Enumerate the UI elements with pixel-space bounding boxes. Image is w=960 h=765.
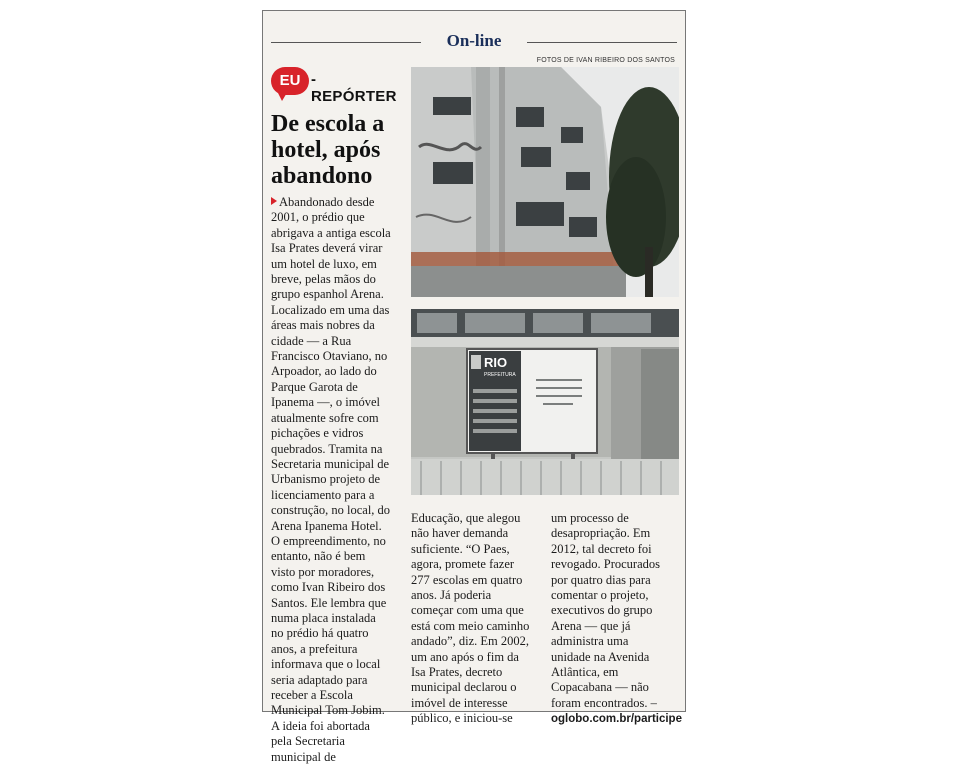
body-line: um ano após o fim da (411, 649, 519, 664)
body-line: abrigava a antiga escola (271, 225, 391, 240)
building-illustration (411, 67, 679, 297)
body-line: comentar o projeto, (551, 588, 649, 603)
body-line: começar com uma que (411, 603, 524, 618)
body-line: anos, a prefeitura (271, 641, 358, 656)
body-line: um hotel de luxo, em (271, 256, 377, 271)
body-line: suficiente. “O Paes, (411, 541, 510, 556)
body-line: unidade na Avenida (551, 649, 650, 664)
body-line: O empreendimento, no (271, 533, 386, 548)
body-line: 2012, tal decreto foi (551, 541, 652, 556)
body-line: andado”, diz. Em 2002, (411, 634, 530, 649)
sign-illustration (411, 309, 679, 495)
body-line: Urbanismo projeto de (271, 472, 381, 487)
paragraph-marker-icon (271, 197, 277, 205)
body-line: Secretaria municipal de (271, 456, 389, 471)
body-line: licenciamento para a (271, 487, 375, 502)
body-line: no prédio há quatro (271, 626, 369, 641)
headline-line: De escola a (271, 111, 385, 137)
badge-word: -REPÓRTER (311, 71, 397, 105)
sign-sub-text: PREFEITURA (484, 372, 516, 378)
body-line: Abandonado desde (279, 195, 375, 209)
participe-link[interactable]: oglobo.com.br/participe (551, 713, 682, 726)
body-line: está com meio caminho (411, 618, 530, 633)
body-line: por quatro dias para (551, 572, 651, 587)
body-line: agora, promete fazer (411, 557, 515, 572)
body-line: quebrados. Tramita na (271, 441, 383, 456)
body-line: Francisco Otaviano, no (271, 349, 388, 364)
body-line: Arena — que já (551, 618, 631, 633)
body-line: Arena Ipanema Hotel. (271, 518, 382, 533)
body-line: Isa Prates, decreto (411, 665, 503, 680)
section-header (271, 31, 677, 53)
body-line: não haver demanda (411, 526, 509, 541)
body-line: 277 escolas em quatro (411, 572, 523, 587)
headline (271, 111, 407, 189)
body-line: revogado. Procurados (551, 557, 660, 572)
body-line: pichações e vidros (271, 426, 364, 441)
body-line: anos. Já poderia (411, 588, 492, 603)
body-line: grupo espanhol Arena. (271, 287, 384, 302)
photo-abandoned-building (411, 67, 679, 297)
body-line: Isa Prates deverá virar (271, 241, 383, 256)
photo-credit: FOTOS DE IVAN RIBEIRO DOS SANTOS (536, 57, 675, 64)
speech-bubble-tail (277, 91, 288, 101)
body-line: 2001, o prédio que (271, 210, 365, 225)
body-line: Ipanema —, o imóvel (271, 395, 380, 410)
body-line: Copacabana — não (551, 680, 649, 695)
body-line: municipal declarou o (411, 680, 517, 695)
body-line: Arpoador, ao lado do (271, 364, 377, 379)
body-line: público, e iniciou-se (411, 711, 513, 726)
sign-logo-text: RIO (484, 355, 508, 370)
speech-bubble-icon: EU (271, 67, 309, 95)
body-line: receber a Escola (271, 688, 353, 702)
body-line: pela Secretaria (271, 734, 345, 749)
body-line: Educação, que alegou (411, 511, 521, 525)
body-line: imóvel de interesse (411, 695, 508, 710)
body-line: breve, pelas mãos do (271, 272, 376, 287)
headline-line: hotel, após (271, 137, 381, 163)
newspaper-clipping (262, 10, 686, 764)
body-line: foram encontrados. – (551, 695, 657, 710)
body-line: um processo de (551, 511, 629, 525)
body-line: informava que o local (271, 657, 381, 672)
body-line: construção, no local, do (271, 503, 391, 518)
body-line: Municipal Tom Jobim. (271, 703, 385, 718)
section-title: On-line (446, 31, 502, 50)
body-line: áreas mais nobres da (271, 318, 375, 333)
body-column-2 (411, 511, 545, 727)
body-line: Parque Garota de (271, 379, 358, 394)
body-line: Localizado em uma das (271, 302, 390, 317)
body-line: seria adaptado para (271, 672, 368, 687)
headline-line: abandono (271, 163, 373, 189)
body-line: Atlântica, em (551, 665, 619, 680)
body-column-1 (271, 195, 405, 765)
body-column-3 (551, 511, 682, 728)
body-line: numa placa instalada (271, 610, 376, 625)
body-line: cidade — a Rua (271, 333, 352, 348)
body-line: como Ivan Ribeiro dos (271, 580, 386, 595)
body-line: administra uma (551, 634, 629, 649)
body-line: visto por moradores, (271, 564, 375, 579)
body-line: Santos. Ele lembra que (271, 595, 387, 610)
body-line: A ideia foi abortada (271, 718, 370, 733)
eu-reporter-badge (271, 65, 401, 105)
body-line: municipal de (271, 749, 336, 764)
section-rule-right (527, 42, 677, 43)
body-line: executivos do grupo (551, 603, 653, 618)
body-line: desapropriação. Em (551, 526, 651, 541)
body-line: entanto, não é bem (271, 549, 366, 564)
body-line: atualmente sofre com (271, 410, 379, 425)
photo-prefeitura-sign (411, 309, 679, 495)
